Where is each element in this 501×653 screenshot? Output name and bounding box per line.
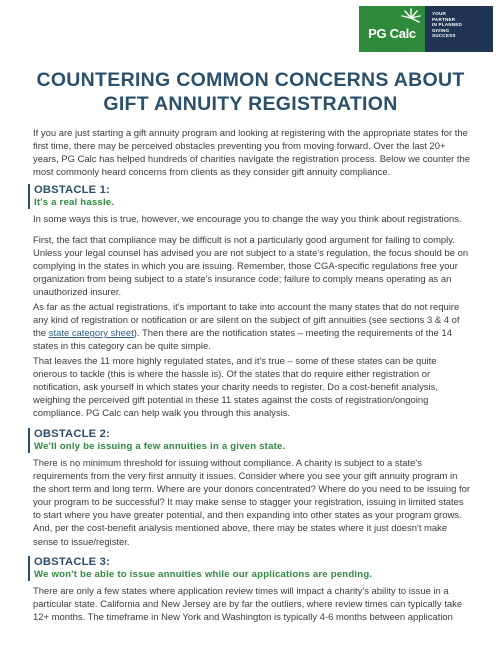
obstacle-3-paragraph-1: There are only a few states where application review times will impact a charity's ability to issue in a particular state. California and New Jersey are by far the outliers, where review times can typically take 12+ months. The timeframe in New York and Washington is typically 4-6 months between application [33, 586, 463, 624]
obstacle-subheading: It's a real hassle. [34, 197, 115, 208]
obstacle-heading: OBSTACLE 3: [34, 556, 110, 568]
obstacle-heading: OBSTACLE 1: [34, 184, 110, 196]
paragraph-text: As far as the actual registrations, it's important to take into account the many states that do not require any kind of registration or notification or are silent on the subject of gift annuities (see sections 3 & 4 of the [33, 302, 460, 340]
intro-paragraph: If you are just starting a gift annuity program and looking at registering with the appropriate states for the first time, there may be perceived obstacles preventing you from moving forward. Over the last 20+ years, PG Calc has helped hundreds of charities navigate the registration process. Below we counter the most commonly heard concerns from clients as they consider gift annuity compliance. [33, 128, 470, 179]
tagline-line: SUCCESS [432, 33, 456, 39]
tagline-line: PARTNER [432, 16, 456, 22]
obstacle-2-paragraph-1: There is no minimum threshold for issuing without compliance. A charity is subject to a state's requirements from the very first annuity it issues. Consider where you see your gift annuity program in the short term and long term. Where are your donors concentrated? Where do you need to be issuing for your program to be successful? It may make sense to stagger your registration, issuing in limited states to start where you have greater potential, and then expanding into other states as your program grows. And, per the cost-benefit analysis mentioned above, there may be states where it just doesn't make sense to issue/register. [33, 458, 470, 548]
pg-calc-logo [359, 6, 493, 52]
title-line: GIFT ANNUITY REGISTRATION [103, 93, 398, 115]
logo-brand-name: PG Calc [368, 25, 416, 41]
tagline-line: YOUR [432, 11, 447, 16]
paragraph-text: ). Then there are the notification states – meeting the requirements of the 14 states in this category can be quite simple. [33, 328, 453, 353]
obstacle-1-paragraph-1: In some ways this is true, however, we encourage you to change the way you think about registrations. [33, 214, 462, 225]
obstacle-1-paragraph-2: First, the fact that compliance may be difficult is not a particularly good argument for failing to comply. Unless your legal counsel has advised you are not subject to a state's regulation, the focus should be on complying in the states in which you are issuing. Remember, those CGA-specific regulations free your organization from being subject to a state's insurance code; failure to comply means operating as an unauthorized insurer. [33, 235, 469, 299]
tagline-line: GIVING [432, 27, 450, 33]
obstacle-subheading: We won't be able to issue annuities while our applications are pending. [34, 569, 373, 580]
obstacle-1-paragraph-4: That leaves the 11 more highly regulated states, and it's true – some of these states can be quite onerous to tackle (this is where the hassle is). Of the states that do require either registration or notification, ask yourself in which states your charity needs to register. Do a cost-benefit analysis, weighing the perceived gift potential in these 11 states against the costs of registration/ongoing compliance. PG Calc can help walk you through this analysis. [33, 356, 438, 420]
tagline-line: IN PLANNED [432, 22, 463, 28]
document-title [0, 68, 501, 116]
obstacle-heading: OBSTACLE 2: [34, 428, 110, 440]
sunburst-icon [401, 8, 421, 28]
obstacle-3-header [28, 556, 484, 581]
state-category-sheet-link[interactable]: state category sheet [48, 328, 134, 340]
obstacle-1-header [28, 184, 484, 209]
obstacle-subheading: We'll only be issuing a few annuities in a given state. [34, 441, 286, 452]
obstacle-2-header [28, 428, 484, 453]
obstacle-1-paragraph-3 [33, 301, 473, 353]
logo-brand-block [359, 6, 425, 52]
logo-tagline [425, 6, 493, 52]
title-line: COUNTERING COMMON CONCERNS ABOUT [36, 69, 465, 91]
